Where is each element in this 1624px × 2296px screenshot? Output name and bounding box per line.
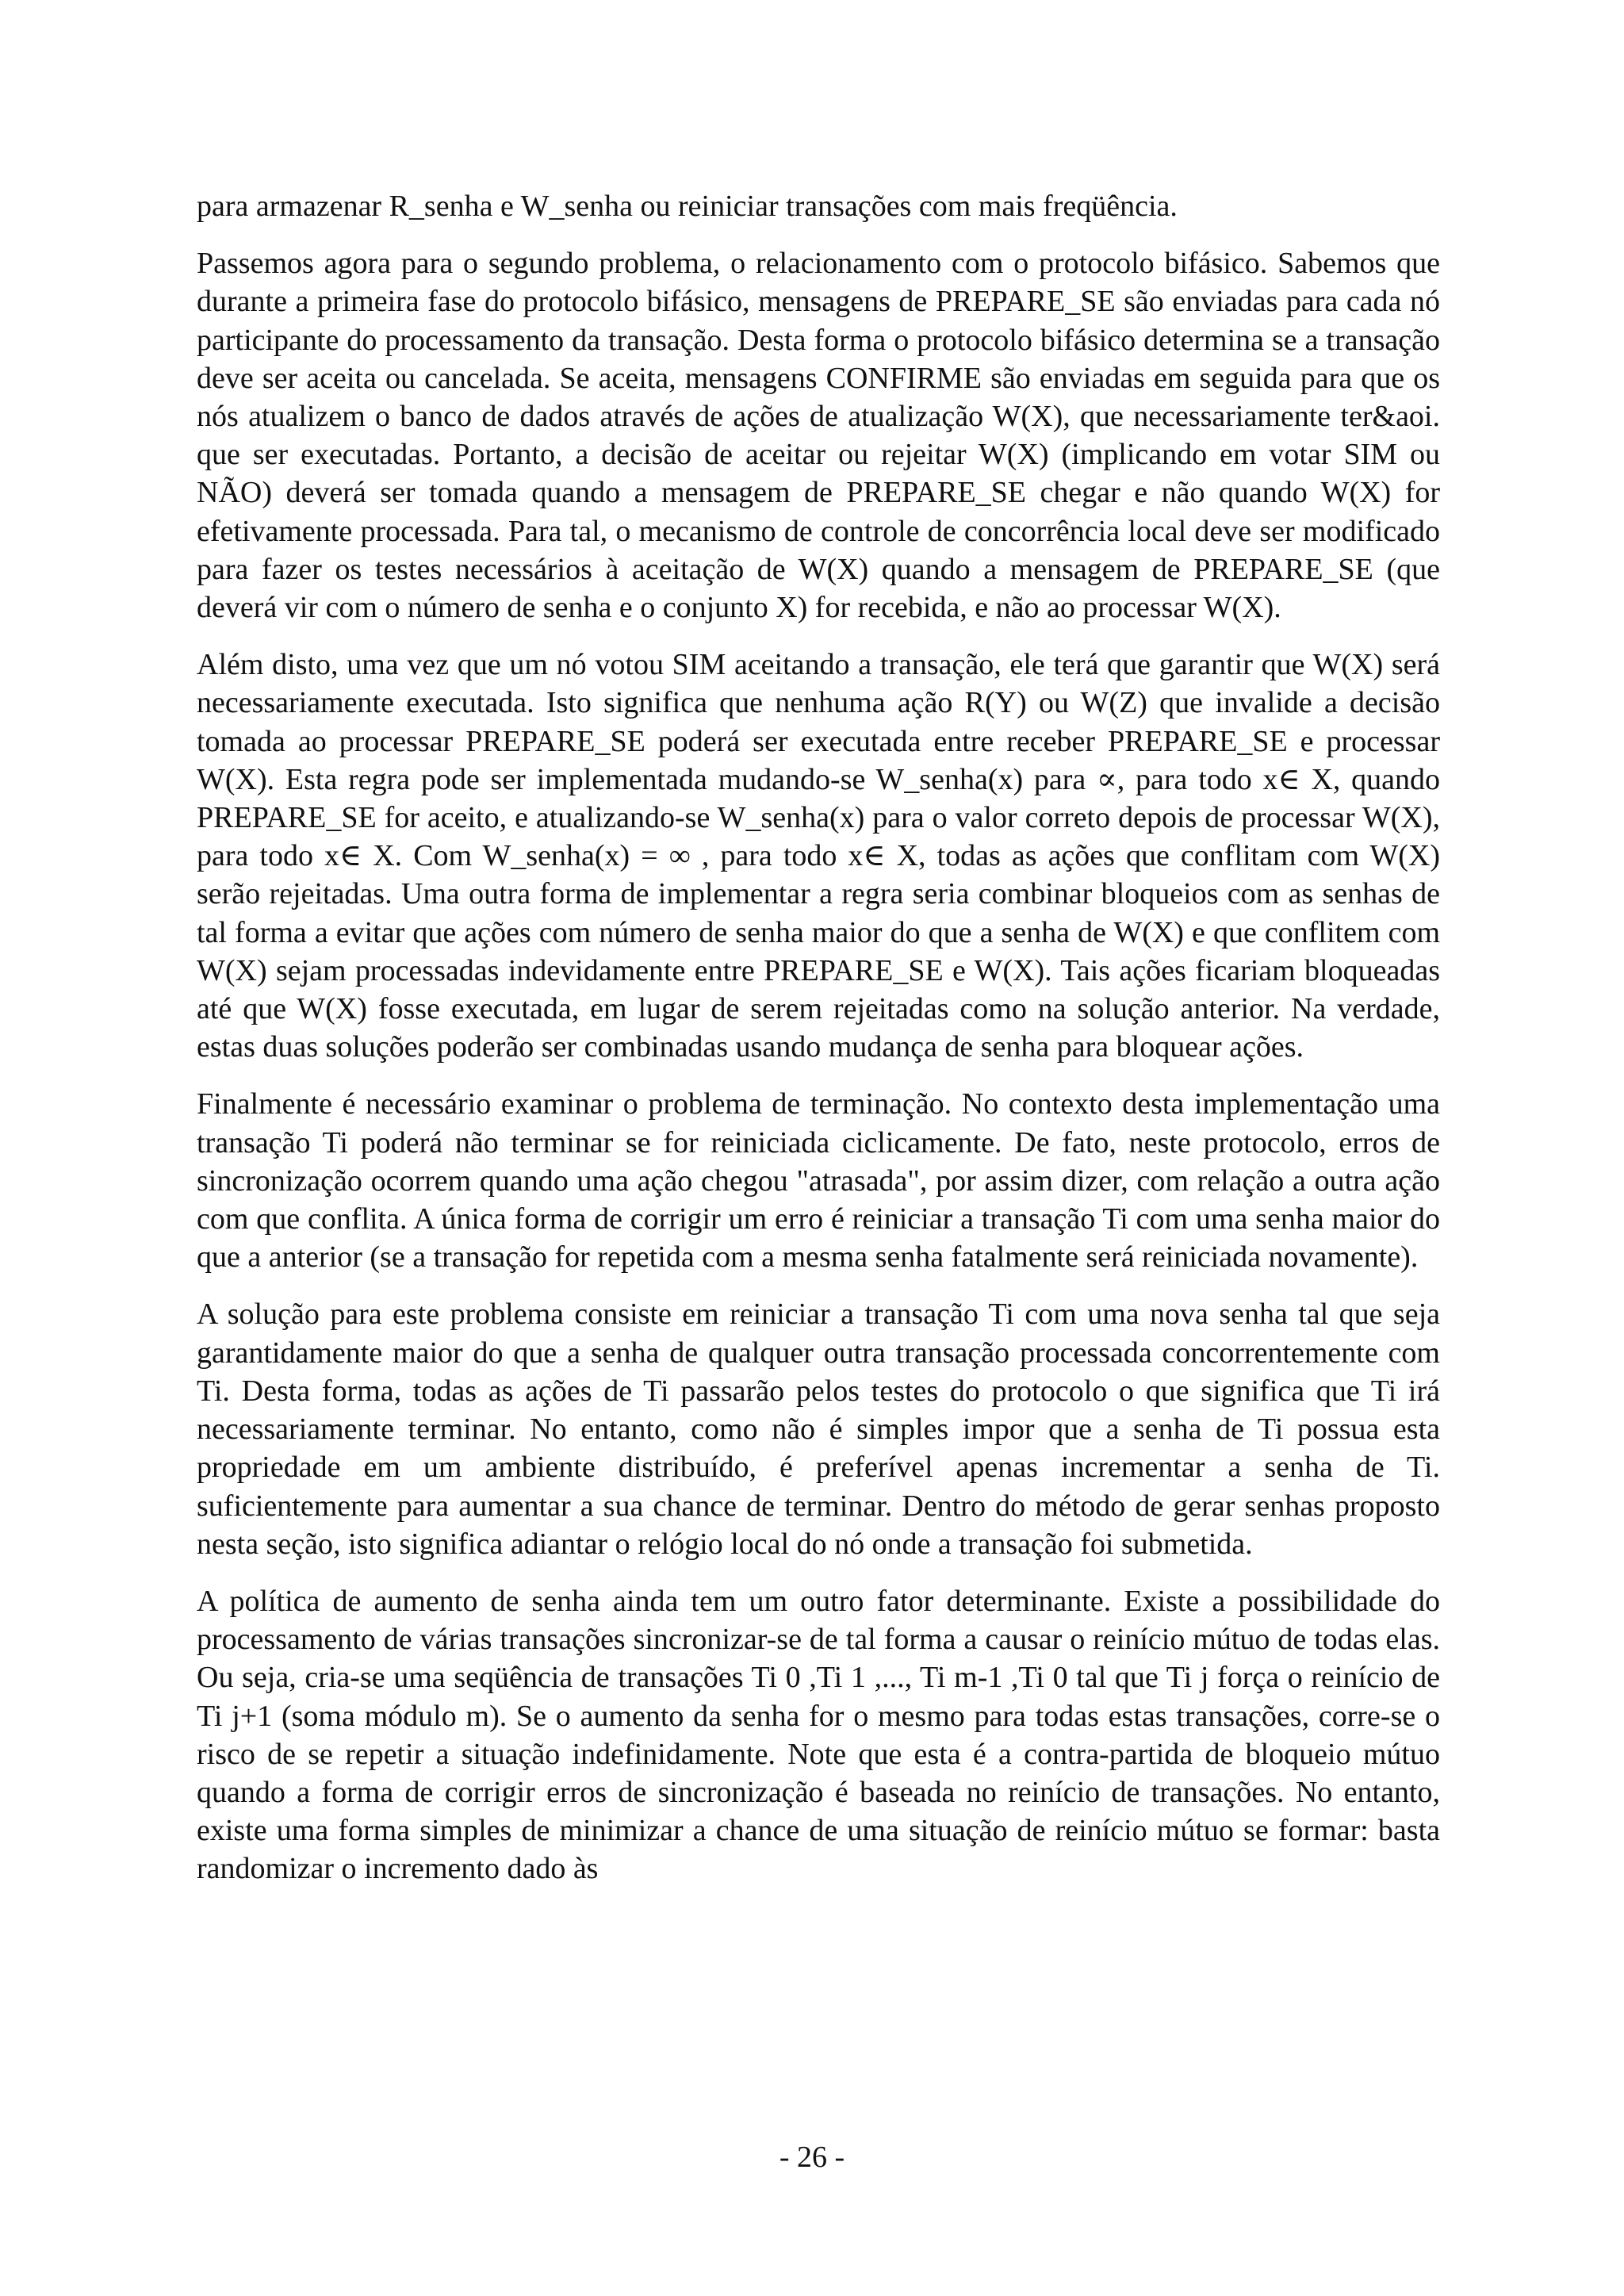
page-number: - 26 -	[779, 2141, 845, 2174]
paragraph-6: A política de aumento de senha ainda tem um outro fator determinante. Existe a possibilidade do processamento de várias transações sincronizar-se de tal forma a causar o reinício mútuo de todas elas. Ou seja, cria-se uma seqüência de transações Ti 0 ,Ti 1 ,..., Ti m-1 ,Ti 0 tal que Ti j força o reinício de Ti j+1 (soma módulo m). Se o aumento da senha for o mesmo para todas estas transações, corre-se o risco de se repetir a situação indefinidamente. Note que esta é a contra-partida de bloqueio mútuo quando a forma de corrigir erros de sincronização é baseada no reinício de transações. No entanto, existe uma forma simples de minimizar a chance de uma situação de reinício mútuo se formar: basta randomizar o incremento dado às	[197, 1584, 1440, 1886]
paragraph-3: Além disto, uma vez que um nó votou SIM aceitando a transação, ele terá que garantir que W(X) será necessariamente executada. Isto significa que nenhuma ação R(Y) ou W(Z) que invalide a decisão tomada ao processar PREPARE_SE poderá ser executada entre receber PREPARE_SE e processar W(X). Esta regra pode ser implementada mudando-se W_senha(x) para ∝, para todo x∈ X, quando PREPARE_SE for aceito, e atualizando-se W_senha(x) para o valor correto depois de processar W(X), para todo x∈ X. Com W_senha(x) = ∞ , para todo x∈ X, todas as ações que conflitam com W(X) serão rejeitadas. Uma outra forma de implementar a regra seria combinar bloqueios com as senhas de tal forma a evitar que ações com número de senha maior do que a senha de W(X) e que conflitem com W(X) sejam processadas indevidamente entre PREPARE_SE e W(X). Tais ações ficariam bloqueadas até que W(X) fosse executada, em lugar de serem rejeitadas como na solução anterior. Na verdade, estas duas soluções poderão ser combinadas usando mudança de senha para bloquear ações.	[197, 648, 1440, 1064]
paragraph-5: A solução para este problema consiste em reiniciar a transação Ti com uma nova senha tal que seja garantidamente maior do que a senha de qualquer outra transação processada concorrentemente com Ti. Desta forma, todas as ações de Ti passarão pelos testes do protocolo o que significa que Ti irá necessariamente terminar. No entanto, como não é simples impor que a senha de Ti possua esta propriedade em um ambiente distribuído, é preferível apenas incrementar a senha de Ti. suficientemente para aumentar a sua chance de terminar. Dentro do método de gerar senhas proposto nesta seção, isto significa adiantar o relógio local do nó onde a transação foi submetida.	[197, 1297, 1440, 1561]
paragraph-1: para armazenar R_senha e W_senha ou reiniciar transações com mais freqüência.	[197, 190, 1178, 223]
document-page	[197, 187, 1440, 1907]
paragraph-2: Passemos agora para o segundo problema, o relacionamento com o protocolo bifásico. Sabemos que durante a primeira fase do protocolo bifásico, mensagens de PREPARE_SE são enviadas para cada nó participante do processamento da transação. Desta forma o protocolo bifásico determina se a transação deve ser aceita ou cancelada. Se aceita, mensagens CONFIRME são enviadas em seguida para que os nós atualizem o banco de dados através de ações de atualização W(X), que necessariamente ter&aoi. que ser executadas. Portanto, a decisão de aceitar ou rejeitar W(X) (implicando em votar SIM ou NÃO) deverá ser tomada quando a mensagem de PREPARE_SE chegar e não quando W(X) for efetivamente processada. Para tal, o mecanismo de controle de concorrência local deve ser modificado para fazer os testes necessários à aceitação de W(X) quando a mensagem de PREPARE_SE (que deverá vir com o número de senha e o conjunto X) for recebida, e não ao processar W(X).	[197, 247, 1440, 625]
paragraph-4: Finalmente é necessário examinar o problema de terminação. No contexto desta implementação uma transação Ti poderá não terminar se for reiniciada ciclicamente. De fato, neste protocolo, erros de sincronização ocorrem quando uma ação chegou "atrasada", por assim dizer, com relação a outra ação com que conflita. A única forma de corrigir um erro é reiniciar a transação Ti com uma senha maior do que a anterior (se a transação for repetida com a mesma senha fatalmente será reiniciada novamente).	[197, 1087, 1440, 1274]
